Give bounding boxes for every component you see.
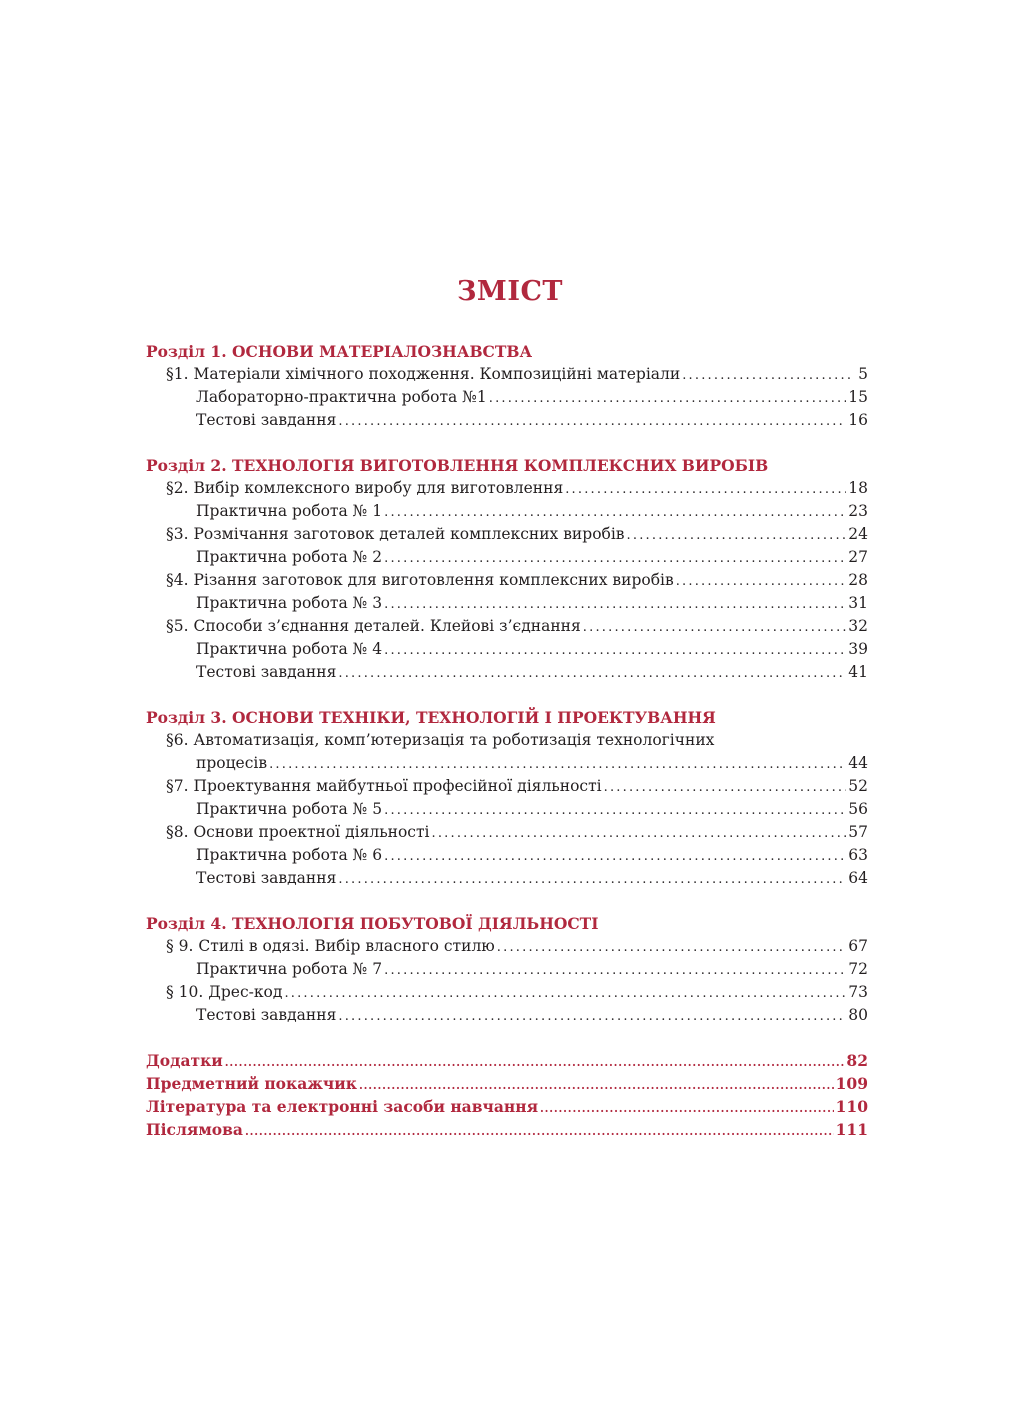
section-heading[interactable]: Розділ 3. ОСНОВИ ТЕХНІКИ, ТЕХНОЛОГІЙ І ПРОЕКТУВАННЯ xyxy=(146,708,716,727)
leader-dots xyxy=(384,959,846,982)
entry-title: Практична робота № 7 xyxy=(196,960,383,978)
entry-title: Лабораторно-практична робота №1 xyxy=(196,388,487,406)
page-number: 56 xyxy=(848,800,868,818)
page-number: 16 xyxy=(848,411,868,429)
page-number: 73 xyxy=(848,983,868,1001)
section-heading[interactable]: Розділ 4. ТЕХНОЛОГІЯ ПОБУТОВОЇ ДІЯЛЬНОСТІ xyxy=(146,914,599,933)
toc-entry[interactable] xyxy=(146,409,868,432)
entry-title-continuation: процесів xyxy=(196,754,268,772)
leader-dots xyxy=(359,1074,834,1097)
toc-entry[interactable] xyxy=(146,477,868,500)
toc-entry[interactable] xyxy=(146,569,868,592)
entry-title: §2. Вибір комлексного виробу для виготовлення xyxy=(166,479,564,497)
leader-dots xyxy=(225,1051,845,1074)
leader-dots xyxy=(540,1097,834,1120)
page-number: 44 xyxy=(848,754,868,772)
entry-title: §8. Основи проектної діяльності xyxy=(166,823,430,841)
table-of-contents xyxy=(146,340,868,1163)
page-number: 72 xyxy=(848,960,868,978)
page-number: 28 xyxy=(848,571,868,589)
page-number: 57 xyxy=(848,823,868,841)
leader-dots xyxy=(627,524,847,547)
page-number: 15 xyxy=(848,388,868,406)
leader-dots xyxy=(384,799,846,822)
leader-dots xyxy=(676,570,847,593)
page-number: 27 xyxy=(848,548,868,566)
toc-entry[interactable] xyxy=(146,661,868,684)
entry-title: §6. Автоматизація, комп’ютеризація та роботизація технологічних xyxy=(166,731,715,749)
toc-entry[interactable] xyxy=(146,729,868,752)
page-number: 82 xyxy=(846,1051,868,1070)
entry-title: Післямова xyxy=(146,1120,243,1139)
page-number: 24 xyxy=(848,525,868,543)
entry-title: Практична робота № 3 xyxy=(196,594,383,612)
toc-appendices xyxy=(146,1049,868,1141)
toc-entry[interactable] xyxy=(146,386,868,409)
section-heading[interactable]: Розділ 2. ТЕХНОЛОГІЯ ВИГОТОВЛЕННЯ КОМПЛЕКСНИХ ВИРОБІВ xyxy=(146,456,769,475)
entry-title: Тестові завдання xyxy=(196,411,337,429)
toc-entry[interactable] xyxy=(146,500,868,523)
leader-dots xyxy=(384,639,846,662)
toc-entry[interactable] xyxy=(146,523,868,546)
leader-dots xyxy=(489,387,847,410)
toc-appendix-entry[interactable] xyxy=(146,1072,868,1095)
leader-dots xyxy=(384,593,846,616)
leader-dots xyxy=(432,822,847,845)
leader-dots xyxy=(384,547,846,570)
toc-appendix-entry[interactable] xyxy=(146,1049,868,1072)
leader-dots xyxy=(583,616,846,639)
section-heading[interactable]: Розділ 1. ОСНОВИ МАТЕРІАЛОЗНАВСТВА xyxy=(146,342,533,361)
entry-title: Додатки xyxy=(146,1051,223,1070)
page-number: 41 xyxy=(848,663,868,681)
toc-entry[interactable] xyxy=(146,775,868,798)
page-number: 67 xyxy=(848,937,868,955)
page-title: ЗМІСТ xyxy=(456,276,564,307)
entry-title: §3. Розмічання заготовок деталей комплексних виробів xyxy=(166,525,625,543)
leader-dots xyxy=(338,662,846,685)
toc-entry[interactable] xyxy=(146,638,868,661)
page-number: 39 xyxy=(848,640,868,658)
page-number: 32 xyxy=(848,617,868,635)
toc-section xyxy=(146,454,868,684)
page-number: 18 xyxy=(848,479,868,497)
page-number: 31 xyxy=(848,594,868,612)
entry-title: §4. Різання заготовок для виготовлення комплексних виробів xyxy=(166,571,674,589)
toc-entry[interactable] xyxy=(146,1004,868,1027)
leader-dots xyxy=(497,936,846,959)
toc-section xyxy=(146,706,868,890)
leader-dots xyxy=(338,1005,846,1028)
toc-entry[interactable] xyxy=(146,958,868,981)
page-number: 80 xyxy=(848,1006,868,1024)
entry-title: §7. Проектування майбутньої професійної діяльності xyxy=(166,777,602,795)
leader-dots xyxy=(604,776,847,799)
leader-dots xyxy=(384,501,846,524)
page-number: 109 xyxy=(835,1074,868,1093)
toc-entry[interactable] xyxy=(146,867,868,890)
entry-title: § 9. Стилі в одязі. Вибір власного стилю xyxy=(166,937,495,955)
leader-dots xyxy=(338,868,846,891)
entry-title: Тестові завдання xyxy=(196,663,337,681)
entry-title: Практична робота № 2 xyxy=(196,548,383,566)
leader-dots xyxy=(269,753,846,776)
page-number: 111 xyxy=(835,1120,868,1139)
toc-appendix-entry[interactable] xyxy=(146,1095,868,1118)
entry-title: Література та електронні засоби навчання xyxy=(146,1097,539,1116)
page-number: 63 xyxy=(848,846,868,864)
entry-title: §5. Способи з’єднання деталей. Клейові з’єднання xyxy=(166,617,581,635)
toc-entry[interactable] xyxy=(146,821,868,844)
entry-title: §1. Матеріали хімічного походження. Композиційні матеріали xyxy=(166,365,681,383)
toc-section xyxy=(146,912,868,1027)
entry-title: Практична робота № 1 xyxy=(196,502,383,520)
toc-entry[interactable] xyxy=(146,592,868,615)
entry-title: Предметний покажчик xyxy=(146,1074,357,1093)
leader-dots xyxy=(682,364,850,387)
toc-entry[interactable] xyxy=(146,844,868,867)
toc-entry-continuation[interactable] xyxy=(146,752,868,775)
toc-entry[interactable] xyxy=(146,935,868,958)
toc-entry[interactable] xyxy=(146,981,868,1004)
page-number: 110 xyxy=(835,1097,868,1116)
page-number: 23 xyxy=(848,502,868,520)
toc-entry[interactable] xyxy=(146,546,868,569)
toc-appendix-entry[interactable] xyxy=(146,1118,868,1141)
entry-title: Тестові завдання xyxy=(196,1006,337,1024)
entry-title: § 10. Дрес-код xyxy=(166,983,283,1001)
page-number: 52 xyxy=(848,777,868,795)
toc-section xyxy=(146,340,868,432)
entry-title: Тестові завдання xyxy=(196,869,337,887)
leader-dots xyxy=(384,845,846,868)
page-number: 5 xyxy=(858,365,868,383)
entry-title: Практична робота № 4 xyxy=(196,640,383,658)
toc-entry[interactable] xyxy=(146,798,868,821)
leader-dots xyxy=(565,478,846,501)
toc-entry[interactable] xyxy=(146,363,868,386)
leader-dots xyxy=(284,982,846,1005)
entry-title: Практична робота № 6 xyxy=(196,846,383,864)
leader-dots xyxy=(245,1120,834,1143)
entry-title: Практична робота № 5 xyxy=(196,800,383,818)
toc-entry[interactable] xyxy=(146,615,868,638)
leader-dots xyxy=(338,410,846,433)
page-number: 64 xyxy=(848,869,868,887)
